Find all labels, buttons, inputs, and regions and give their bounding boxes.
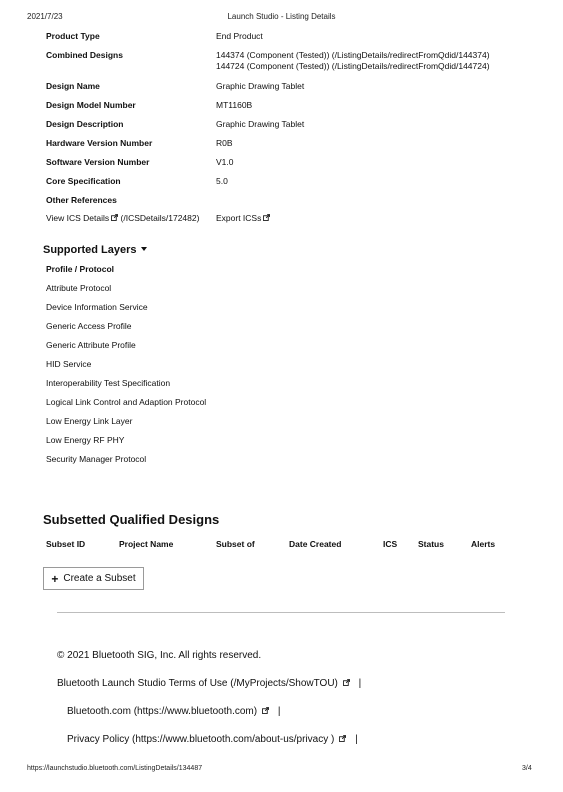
layer-item: Generic Access Profile xyxy=(46,321,132,331)
privacy-policy-link[interactable]: Privacy Policy (https://www.bluetooth.com/about-us/privacy ) xyxy=(67,734,346,745)
external-link-icon xyxy=(111,214,118,221)
bluetooth-site-link[interactable]: Bluetooth.com (https://www.bluetooth.com) xyxy=(67,706,269,717)
footer-terms-item xyxy=(57,678,361,689)
subsetted-designs-title: Subsetted Qualified Designs xyxy=(43,512,220,527)
detail-label: Hardware Version Number xyxy=(46,138,153,148)
detail-value: 5.0 xyxy=(216,176,228,186)
view-ics-details-link[interactable]: View ICS Details xyxy=(46,213,121,223)
column-header-project-name: Project Name xyxy=(119,539,174,549)
layer-item: Device Information Service xyxy=(46,302,148,312)
layer-item: Logical Link Control and Adaption Protocol xyxy=(46,397,207,407)
column-header-alerts: Alerts xyxy=(471,539,496,549)
separator: | xyxy=(355,734,358,745)
external-link-icon xyxy=(262,707,269,714)
detail-label: Product Type xyxy=(46,31,100,41)
layer-item: Low Energy Link Layer xyxy=(46,416,133,426)
create-subset-button[interactable] xyxy=(43,567,144,590)
separator: | xyxy=(358,678,362,689)
print-date: 2021/7/23 xyxy=(27,12,63,21)
combined-design-link[interactable]: 144374 (Component (Tested)) (/ListingDetails/redirectFromQdid/144374) xyxy=(216,50,490,60)
detail-label: Design Description xyxy=(46,119,124,129)
detail-label: Design Model Number xyxy=(46,100,136,110)
detail-label: Design Name xyxy=(46,81,100,91)
detail-value xyxy=(216,50,490,72)
column-header-subset-of: Subset of xyxy=(216,539,255,549)
column-header-subset-id: Subset ID xyxy=(46,539,86,549)
supported-layers-toggle[interactable]: Supported Layers xyxy=(43,244,147,256)
column-header-status: Status xyxy=(418,539,444,549)
footer-divider xyxy=(57,612,505,613)
external-link-icon xyxy=(339,735,346,742)
page-number: 3/4 xyxy=(522,765,532,772)
separator: | xyxy=(277,706,281,717)
detail-value: R0B xyxy=(216,138,233,148)
detail-label: Software Version Number xyxy=(46,157,150,167)
column-header-date-created: Date Created xyxy=(289,539,342,549)
footer-site-item xyxy=(67,706,280,717)
caret-down-icon xyxy=(141,247,147,251)
footer-privacy-item xyxy=(67,734,358,745)
layer-item: HID Service xyxy=(46,359,92,369)
detail-value: Graphic Drawing Tablet xyxy=(216,119,305,129)
detail-label: Other References xyxy=(46,195,117,205)
print-title: Launch Studio - Listing Details xyxy=(227,12,336,21)
combined-design-link[interactable]: 144724 (Component (Tested)) (/ListingDetails/redirectFromQdid/144724) xyxy=(216,61,490,71)
detail-value: V1.0 xyxy=(216,157,234,167)
layers-column-header: Profile / Protocol xyxy=(46,264,115,274)
column-header-ics: ICS xyxy=(383,539,398,549)
plus-icon: + xyxy=(51,571,59,586)
external-link-icon xyxy=(343,679,350,686)
layer-item: Security Manager Protocol xyxy=(46,454,147,464)
copyright-text: © 2021 Bluetooth SIG, Inc. All rights reserved. xyxy=(57,650,262,661)
detail-label: Core Specification xyxy=(46,176,121,186)
external-link-icon xyxy=(263,214,270,221)
print-url: https://launchstudio.bluetooth.com/ListingDetails/134487 xyxy=(27,765,203,772)
layer-item: Generic Attribute Profile xyxy=(46,340,136,350)
terms-of-use-link[interactable]: Bluetooth Launch Studio Terms of Use (/MyProjects/ShowTOU) xyxy=(57,678,350,689)
export-icss-link[interactable]: Export ICSs xyxy=(216,213,270,223)
layer-item: Attribute Protocol xyxy=(46,283,112,293)
layer-item: Interoperability Test Specification xyxy=(46,378,171,388)
view-ics-path: (/ICSDetails/172482) xyxy=(120,213,200,223)
detail-value: MT1160B xyxy=(216,100,253,110)
detail-value: Graphic Drawing Tablet xyxy=(216,81,305,91)
create-subset-label: Create a Subset xyxy=(63,573,136,584)
ics-links-row xyxy=(46,213,262,223)
detail-label: Combined Designs xyxy=(46,50,123,60)
layer-item: Low Energy RF PHY xyxy=(46,435,125,445)
detail-value: End Product xyxy=(216,31,263,41)
